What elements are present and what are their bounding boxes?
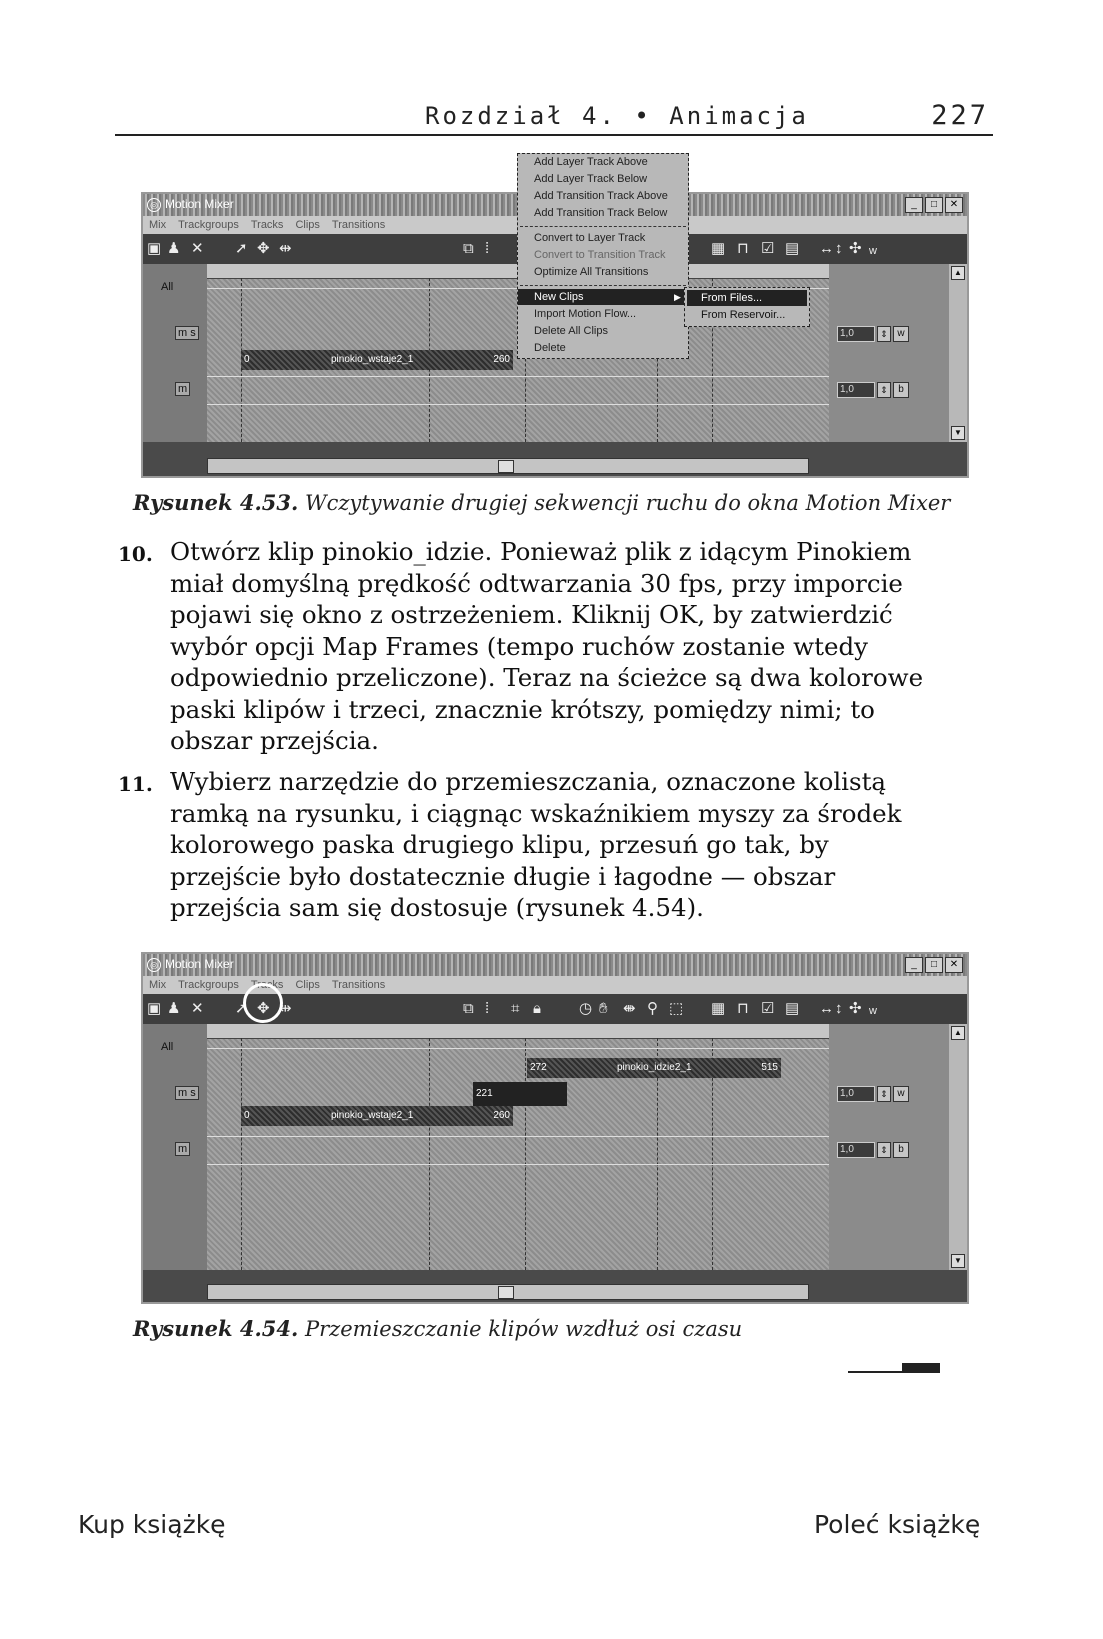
weight-column — [829, 1024, 949, 1270]
delete-icon[interactable]: ✕ — [191, 240, 204, 257]
track-all-label[interactable]: All — [161, 1041, 174, 1053]
figure-caption-1 — [133, 490, 950, 515]
zoom-icon[interactable]: ↕ — [835, 240, 843, 257]
track-all-label[interactable]: All — [161, 281, 174, 293]
weight-spinner-2[interactable]: ⇕ — [877, 382, 891, 398]
menu-clips[interactable]: Clips — [295, 219, 320, 231]
clip-pinokio-idzie[interactable] — [527, 1058, 781, 1078]
menu-tracks[interactable]: Tracks — [250, 979, 284, 991]
move-tool-highlight-circle — [243, 983, 283, 1023]
weight-input[interactable]: 1,0 — [837, 1086, 875, 1102]
track-headers — [143, 1024, 207, 1270]
caption-text: Wczytywanie drugiej sekwencji ruchu do okna Motion Mixer — [305, 491, 951, 515]
select-arrow-icon[interactable]: ➚ — [235, 1000, 248, 1017]
mute-solo-toggle[interactable]: m s — [175, 1086, 199, 1100]
page-header — [115, 100, 993, 136]
clip-end-frame: 260 — [493, 1110, 510, 1121]
step-text: Wybierz narzędzie do przemieszczania, oznaczone kolistą ramką na rysunku, i ciągnąc wskaźnikiem myszy za środek kolorowego paska drugiego klipu, przesuń go tak, by przejście było dostatecznie długie i łagodne — obszar przejścia sam się dostosuje (rysunek 4.54). — [170, 767, 902, 922]
minimize-button[interactable]: _ — [905, 197, 923, 213]
minimize-button[interactable]: _ — [905, 957, 923, 973]
figure-icon[interactable]: ♟ — [167, 1000, 181, 1017]
figure-caption-2 — [133, 1316, 742, 1341]
tracks-context-menu — [517, 153, 689, 359]
menu-tracks[interactable]: Tracks — [250, 219, 284, 231]
clip-name: pinokio_wstaje2_1 — [331, 1110, 414, 1121]
key-icon[interactable]: ⊓ — [737, 1000, 749, 1017]
clip-start-frame: 0 — [244, 1110, 250, 1121]
weight-input-2[interactable]: 1,0 — [837, 382, 875, 398]
clip-end-frame: 515 — [761, 1062, 778, 1073]
chapter-title: Rozdział 4. • Animacja — [425, 102, 809, 130]
clip-end-frame: 260 — [493, 354, 510, 365]
move-icon[interactable]: ✥ — [257, 1000, 270, 1017]
menu-clips[interactable]: Clips — [295, 979, 320, 991]
weight-spinner-2[interactable]: ⇕ — [877, 1142, 891, 1158]
stretch-icon[interactable]: ⇹ — [279, 1000, 292, 1017]
clip-start-frame: 0 — [244, 354, 250, 365]
clip-name: pinokio_idzie2_1 — [617, 1062, 692, 1073]
check-icon[interactable]: ☑ — [761, 1000, 775, 1017]
menu-item-add-layer-above[interactable]: Add Layer Track Above — [534, 156, 648, 168]
scroll-down-icon[interactable]: ▼ — [951, 1254, 965, 1268]
weight-w-label[interactable]: w — [893, 1086, 909, 1102]
wave-icon[interactable]: w — [869, 1005, 877, 1017]
mute-toggle[interactable]: m — [175, 1142, 190, 1156]
window-title: Motion Mixer — [165, 197, 234, 211]
menu-item-add-transition-above[interactable]: Add Transition Track Above — [534, 190, 668, 202]
step-number: 10. — [118, 542, 153, 566]
page-number: 227 — [931, 100, 989, 131]
buy-book-link[interactable]: Kup książkę — [78, 1510, 226, 1539]
lock-icon[interactable]: 🔒︎ — [533, 1000, 541, 1017]
select-arrow-icon[interactable]: ➚ — [235, 240, 248, 257]
caption-text: Przemieszczanie klipów wzdłuż osi czasu — [305, 1317, 743, 1341]
transition-start-frame: 221 — [476, 1088, 493, 1099]
scroll-up-icon[interactable]: ▲ — [951, 1026, 965, 1040]
weight-input[interactable]: 1,0 — [837, 326, 875, 342]
mute-toggle[interactable]: m — [175, 382, 190, 396]
stretch-icon[interactable]: ⇹ — [279, 240, 292, 257]
hand-icon[interactable]: ✋︎ — [599, 1000, 608, 1017]
caption-label: Rysunek 4.53. — [133, 490, 299, 515]
weight-column — [829, 264, 949, 442]
group-icon[interactable]: ⌗ — [511, 1000, 520, 1017]
crosshair-icon[interactable]: ✣ — [849, 1000, 862, 1017]
clip-name: pinokio_wstaje2_1 — [331, 354, 414, 365]
zoom-icon[interactable]: ↕ — [835, 1000, 843, 1017]
caption-label: Rysunek 4.54. — [133, 1316, 299, 1341]
menu-item-delete[interactable]: Delete — [534, 342, 566, 354]
menu-item-import-motion-flow[interactable]: Import Motion Flow... — [534, 308, 637, 320]
recommend-book-link[interactable]: Poleć książkę — [814, 1510, 981, 1539]
menu-trackgroups[interactable]: Trackgroups — [178, 219, 239, 231]
scroll-thumb[interactable] — [498, 1286, 514, 1299]
window-icon[interactable]: ◎ — [147, 958, 161, 972]
menu-item-add-layer-below[interactable]: Add Layer Track Below — [534, 173, 648, 185]
save-icon[interactable]: ▣ — [147, 240, 162, 257]
snap-icon[interactable]: ⧉ — [463, 240, 474, 257]
tracks-icon[interactable]: ▤ — [785, 240, 800, 257]
page-end-marker — [902, 1363, 940, 1373]
grid-icon[interactable]: ▦ — [711, 1000, 726, 1017]
weight-w-label[interactable]: w — [893, 326, 909, 342]
submenu-from-files[interactable]: From Files... — [687, 290, 807, 306]
menu-item-convert-layer[interactable]: Convert to Layer Track — [534, 232, 646, 244]
timeline[interactable] — [207, 1024, 829, 1270]
pan-icon[interactable]: ↔ — [819, 240, 834, 257]
figure-icon[interactable]: ♟ — [167, 240, 181, 257]
submenu-from-reservoir[interactable]: From Reservoir... — [701, 309, 786, 321]
scroll-down-icon[interactable]: ▼ — [951, 426, 965, 440]
maximize-button[interactable]: □ — [925, 957, 943, 973]
grid-icon[interactable]: ▦ — [711, 240, 726, 257]
weight-b-label[interactable]: b — [893, 1142, 909, 1158]
horizontal-scrollbar[interactable] — [207, 458, 809, 474]
key-add-icon[interactable]: ⚲ — [647, 1000, 658, 1017]
title-bar[interactable] — [143, 954, 967, 976]
window-title: Motion Mixer — [165, 957, 234, 971]
region-icon[interactable]: ⬚ — [669, 1000, 684, 1017]
weight-b-label[interactable]: b — [893, 382, 909, 398]
weight-spinner[interactable]: ⇕ — [877, 1086, 891, 1102]
close-button[interactable]: ✕ — [945, 197, 963, 213]
menu-mix[interactable]: Mix — [149, 219, 167, 231]
wave-icon[interactable]: w — [869, 245, 877, 257]
submenu-arrow-icon: ▶ — [674, 292, 681, 302]
mute-solo-toggle[interactable]: m s — [175, 326, 199, 340]
clip-pinokio-wstaje[interactable] — [241, 350, 513, 370]
menu-transitions[interactable]: Transitions — [331, 219, 386, 231]
window-icon[interactable]: ◎ — [147, 198, 161, 212]
weight-spinner[interactable]: ⇕ — [877, 326, 891, 342]
transition-clip[interactable] — [473, 1082, 567, 1106]
crosshair-icon[interactable]: ✣ — [849, 240, 862, 257]
maximize-button[interactable]: □ — [925, 197, 943, 213]
menu-item-convert-transition[interactable]: Convert to Transition Track — [534, 249, 666, 261]
clock-icon[interactable]: ◷ — [579, 1000, 593, 1017]
close-button[interactable]: ✕ — [945, 957, 963, 973]
marker-icon[interactable]: ⁞ — [485, 1000, 490, 1017]
delete-icon[interactable]: ✕ — [191, 1000, 204, 1017]
move-icon[interactable]: ✥ — [257, 240, 270, 257]
weight-input-2[interactable]: 1,0 — [837, 1142, 875, 1158]
track-area — [143, 1024, 949, 1270]
horizontal-scrollbar[interactable] — [207, 1284, 809, 1300]
step-number: 11. — [118, 772, 153, 796]
step-text: Otwórz klip pinokio_idzie. Ponieważ plik z idącym Pinokiem miał domyślną prędkość odtwarzania 30 fps, przy imporcie pojawi się okno z ostrzeżeniem. Kliknij OK, by zatwierdzić wybór opcji Map Frames (tempo ruchów zostanie wtedy odpowiednio przeliczone). Teraz na ścieżce są dwa kolorowe paski klipów i trzeci, znacznie krótszy, pomiędzy nimi; to obszar przejścia. — [170, 537, 924, 755]
time-ruler[interactable] — [207, 1024, 829, 1039]
menu-item-new-clips[interactable]: New Clips — [518, 289, 688, 305]
snap-icon[interactable]: ⧉ — [463, 1000, 474, 1017]
clip-start-frame: 272 — [530, 1062, 547, 1073]
menu-transitions[interactable]: Transitions — [331, 979, 386, 991]
clip-pinokio-wstaje[interactable] — [241, 1106, 513, 1126]
new-clips-submenu — [684, 287, 810, 327]
tracks-icon[interactable]: ▤ — [785, 1000, 800, 1017]
scroll-thumb[interactable] — [498, 460, 514, 473]
menu-trackgroups[interactable]: Trackgroups — [178, 979, 239, 991]
key-icon[interactable]: ⊓ — [737, 240, 749, 257]
range-icon[interactable]: ⇼ — [623, 1000, 636, 1017]
pan-icon[interactable]: ↔ — [819, 1000, 834, 1017]
menu-item-optimize-transitions[interactable]: Optimize All Transitions — [534, 266, 649, 278]
vertical-scrollbar[interactable] — [949, 264, 967, 442]
scroll-up-icon[interactable]: ▲ — [951, 266, 965, 280]
menu-item-delete-all-clips[interactable]: Delete All Clips — [534, 325, 608, 337]
save-icon[interactable]: ▣ — [147, 1000, 162, 1017]
menu-mix[interactable]: Mix — [149, 979, 167, 991]
check-icon[interactable]: ☑ — [761, 240, 775, 257]
vertical-scrollbar[interactable] — [949, 1024, 967, 1270]
menu-item-add-transition-below[interactable]: Add Transition Track Below — [534, 207, 668, 219]
marker-icon[interactable]: ⁞ — [485, 240, 490, 257]
track-headers — [143, 264, 207, 442]
